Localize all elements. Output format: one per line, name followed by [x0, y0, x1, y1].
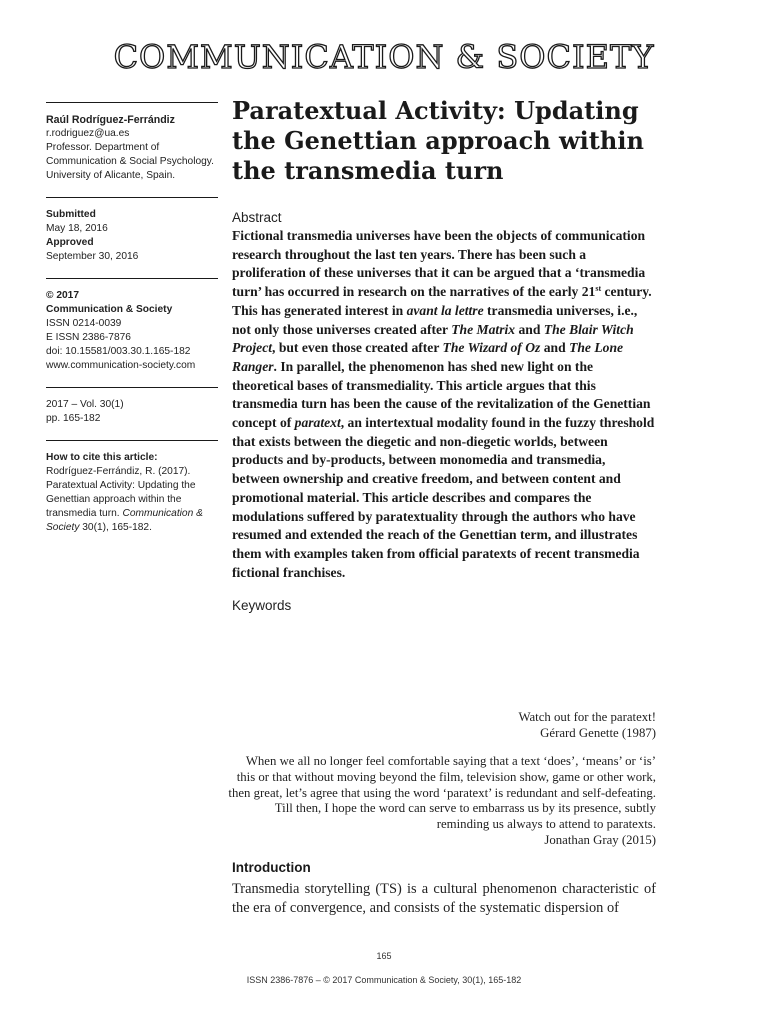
submitted-date: May 18, 2016	[46, 223, 108, 234]
doi-link[interactable]: doi: 10.15581/003.30.1.165-182	[46, 346, 191, 357]
volume-block	[46, 387, 218, 426]
approved-date: September 30, 2016	[46, 251, 139, 262]
publication-journal: Communication & Society	[46, 304, 173, 315]
citation-tail: 30(1), 165-182.	[82, 522, 152, 533]
epigraph-gray	[226, 754, 656, 849]
page-number: 165	[376, 951, 392, 961]
article-main	[232, 96, 656, 613]
introduction-heading: Introduction	[232, 860, 311, 875]
article-sidebar	[46, 102, 218, 549]
epigraph-quote: When we all no longer feel comfortable saying that a text ‘does’, ‘means’ or ‘is’ this or that without moving beyond the film, television show, game or other work, then great, let’s agree that using the word ‘paratext’ is redundant and self-defeating. Till then, I hope the word can serve to embarrass us by its presence, subtly reminding us always to attend to paratexts.	[228, 754, 656, 832]
citation-block	[46, 440, 218, 535]
copyright: © 2017	[46, 290, 79, 301]
journal-title: COMMUNICATION & SOCIETY	[113, 38, 655, 76]
epigraph-author: Jonathan Gray (2015)	[544, 832, 656, 847]
issn: ISSN 0214-0039	[46, 318, 122, 329]
submitted-label: Submitted	[46, 209, 96, 220]
citation-text	[46, 465, 218, 535]
dates-block	[46, 197, 218, 264]
volume: 2017 – Vol. 30(1)	[46, 399, 124, 410]
epigraph-quote: Watch out for the paratext!	[518, 710, 656, 724]
citation-main: Rodríguez-Ferrándiz, R. (2017). Paratextual Activity: Updating the Genettian approach within the transmedia turn.	[46, 466, 196, 519]
pages: pp. 165-182	[46, 413, 101, 424]
epigraph-author: Gérard Genette (1987)	[540, 725, 656, 740]
author-affiliation: Professor. Department of Communication & Social Psychology. University of Alicante, Spain.	[46, 142, 214, 181]
page-footer: ISSN 2386-7876 – © 2017 Communication & Society, 30(1), 165-182	[246, 975, 522, 985]
author-block	[46, 102, 218, 183]
approved-label: Approved	[46, 237, 94, 248]
publication-block	[46, 278, 218, 373]
citation-journal: Communication & Society	[46, 508, 203, 533]
eissn: E ISSN 2386-7876	[46, 332, 131, 343]
article-title: Paratextual Activity: Updating the Genettian approach within the transmedia turn	[232, 96, 644, 185]
abstract-text: Fictional transmedia universes have been the objects of communication research throughout the last ten years. There has been such a proliferation of these universes that it can be argued that a ‘transmedia turn’ has occurred in research on the narratives of the early 21st century. This has generated interest in avant la lettre transmedia universes, i.e., not only those universes created after The Matrix and The Blair Witch Project, but even those created after The Wizard of Oz and The Lone Ranger. In parallel, the phenomenon has shed new light on the theoretical bases of transmediality. This article argues that this transmedia turn has been the cause of the revitalization of the Genettian concept of paratext, an intertextual modality found in the fuzzy threshold that exists between the diegetic and non-diegetic worlds, between products and by-products, between monomedia and transmedia, between ownership and creative freedom, and between content and promotional material. This article describes and compares the modulations suffered by paratextuality through the authors who have resumed and extended the reach of the Genettian term, and illustrates them with examples taken from official paratexts of recent transmedia fictional franchises.	[232, 228, 655, 580]
author-name: Raúl Rodríguez-Ferrándiz	[46, 114, 175, 126]
abstract-label: Abstract	[232, 210, 282, 225]
author-email[interactable]: r.rodriguez@ua.es	[46, 128, 130, 139]
citation-label: How to cite this article:	[46, 452, 158, 463]
website-link[interactable]: www.communication-society.com	[46, 360, 196, 371]
epigraph-genette	[356, 710, 656, 742]
introduction-text: Transmedia storytelling (TS) is a cultural phenomenon characteristic of the era of convergence, and consists of the systematic dispersion of	[232, 881, 656, 916]
keywords-label: Keywords	[232, 598, 292, 614]
